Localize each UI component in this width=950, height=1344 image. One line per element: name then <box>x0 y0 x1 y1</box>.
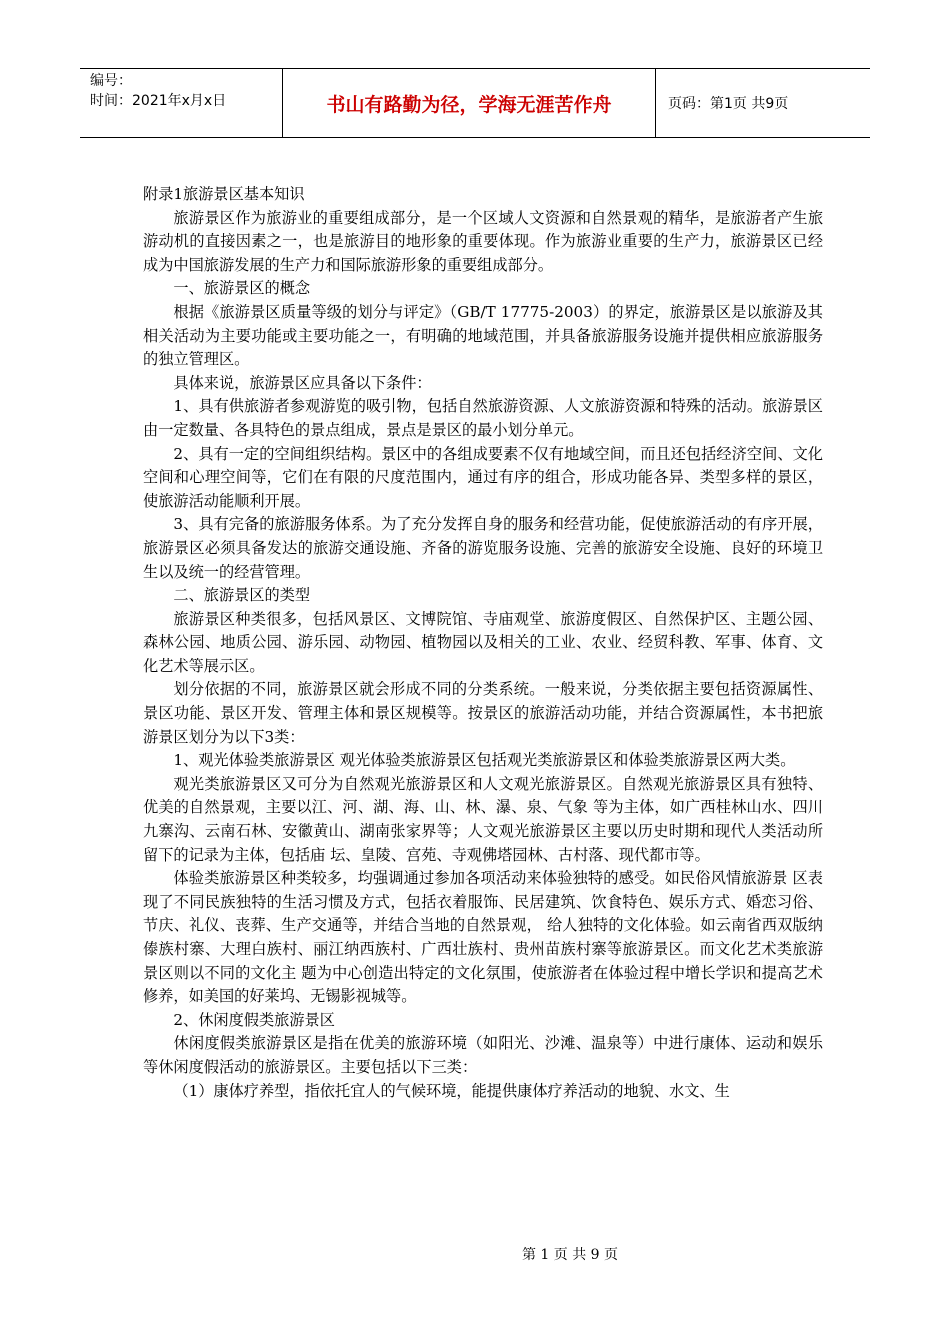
paragraph: 根据《旅游景区质量等级的划分与评定》（GB/T 17775-2003）的界定，旅游景区是以旅游及其相关活动为主要功能或主要功能之一，有明确的地域范围，并具备旅游服务设施并提供相应旅游服务的独立管理区。 <box>143 302 823 369</box>
page-footer: 第 1 页 共 9 页 <box>521 1247 619 1263</box>
subsection-heading: 2、休闲度假类旅游景区 <box>173 1010 335 1029</box>
paragraph: 观光类旅游景区又可分为自然观光旅游景区和人文观光旅游景区。自然观光旅游景区具有独特、优美的自然景观，主要以江、河、湖、海、山、林、瀑、泉、气象 等为主体，如广西桂林山水、四川九寨沟、云南石林、安徽黄山、湖南张家界等；人文观光旅游景区主要以历史时期和现代人类活动所留下的记录为主体，包括庙 坛、皇陵、宫苑、寺观佛塔园林、古村落、现代都市等。 <box>143 774 823 864</box>
paragraph: 具体来说，旅游景区应具备以下条件： <box>173 373 432 392</box>
document-header <box>80 68 870 138</box>
paragraph: 休闲度假类旅游景区是指在优美的旅游环境（如阳光、沙滩、温泉等）中进行康体、运动和娱乐等休闲度假活动的旅游景区。主要包括以下三类： <box>143 1034 823 1076</box>
paragraph: 旅游景区作为旅游业的重要组成部分，是一个区域人文资源和自然景观的精华，是旅游者产生旅游动机的直接因素之一，也是旅游目的地形象的重要体现。作为旅游业重要的生产力，旅游景区已经成为中国旅游发展的生产力和国际旅游形象的重要组成部分。 <box>143 208 823 274</box>
appendix-title: 附录1旅游景区基本知识 <box>143 185 305 203</box>
number-label: 编号： <box>90 73 132 89</box>
header-motto: 书山有路勤为径，学海无涯苦作舟 <box>283 69 656 137</box>
section-heading: 一、旅游景区的概念 <box>173 279 311 298</box>
paragraph: 1、观光体验类旅游景区 观光体验类旅游景区包括观光类旅游景区和体验类旅游景区两大类。 <box>173 751 796 770</box>
paragraph: 1、具有供旅游者参观游览的吸引物，包括自然旅游资源、人文旅游资源和特殊的活动。旅游景区由一定数量、各具特色的景点组成，景点是景区的最小划分单元。 <box>143 397 823 439</box>
header-meta <box>80 69 283 137</box>
paragraph: 旅游景区种类很多，包括风景区、文博院馆、寺庙观堂、旅游度假区、自然保护区、主题公园、森林公园、地质公园、游乐园、动物园、植物园以及相关的工业、农业、经贸科教、军事、体育、文化艺术等展示区。 <box>143 609 823 675</box>
paragraph: 3、具有完备的旅游服务体系。为了充分发挥自身的服务和经营功能，促使旅游活动的有序开展，旅游景区必须具备发达的旅游交通设施、齐备的游览服务设施、完善的旅游安全设施、良好的环境卫生以及统一的经营管理。 <box>143 515 823 581</box>
section-heading: 二、旅游景区的类型 <box>173 586 311 605</box>
document-body <box>143 183 823 1103</box>
paragraph: 划分依据的不同，旅游景区就会形成不同的分类系统。一般来说，分类依据主要包括资源属性、景区功能、景区开发、管理主体和景区规模等。按景区的旅游活动功能，并结合资源属性，本书把旅游景区划分为以下3类： <box>143 680 823 746</box>
header-page-info: 页码：第1页 共9页 <box>668 96 789 112</box>
time-label: 时间：2021年x月x日 <box>90 93 227 109</box>
paragraph: （1）康体疗养型，指依托宜人的气候环境，能提供康体疗养活动的地貌、水文、生 <box>173 1081 730 1100</box>
paragraph: 2、具有一定的空间组织结构。景区中的各组成要素不仅有地域空间，而且还包括经济空间、文化空间和心理空间等，它们在有限的尺度范围内，通过有序的组合，形成功能各异、类型多样的景区，使旅游活动能顺利开展。 <box>143 444 823 510</box>
paragraph: 体验类旅游景区种类较多，均强调通过参加各项活动来体验独特的感受。如民俗风情旅游景 区表现了不同民族独特的生活习惯及方式，包括衣着服饰、民居建筑、饮食特色、娱乐方式、婚恋习俗、节庆、礼仪、丧葬、生产交通等，并结合当地的自然景观， 给人独特的文化体验。如云南省西双版纳傣族村寨、大理白族村、丽江纳西族村、广西壮族村、贵州苗族村寨等旅游景区。而文化艺术类旅游景区则以不同的文化主 题为中心创造出特定的文化氛围，使旅游者在体验过程中增长学识和提高艺术修养，如美国的好莱坞、无锡影视城等。 <box>143 869 823 1006</box>
